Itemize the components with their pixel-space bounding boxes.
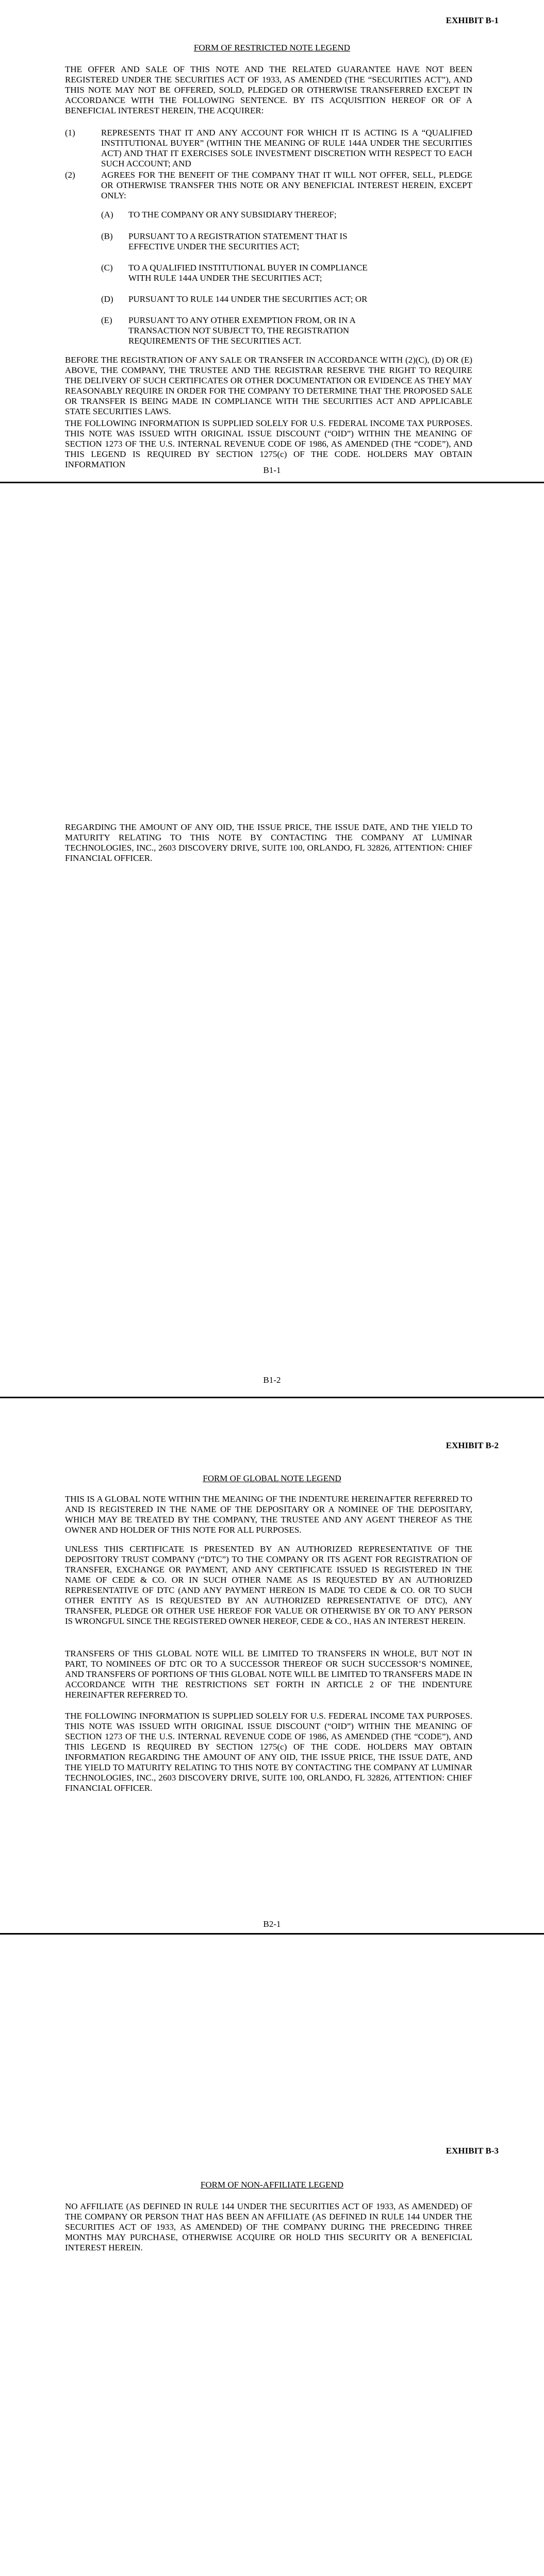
intro-paragraph-b1: THE OFFER AND SALE OF THIS NOTE AND THE RELATED GUARANTEE HAVE NOT BEEN REGISTERED UNDER THE SECURITIES ACT OF 1933, AS AMENDED (THE “SECURITIES ACT”), AND THIS NOTE MAY NOT BE OFFERED, SOLD, PLEDGED OR OTHERWISE TRANSFERRED EXCEPT IN ACCORDANCE WITH THE FOLLOWING SENTENCE. BY ITS ACQUISITION HEREOF OR OF A BENEFICIAL INTEREST HEREIN, THE ACQUIRER: (65, 64, 472, 115)
list-item-text: REPRESENTS THAT IT AND ANY ACCOUNT FOR WHICH IT IS ACTING IS A “QUALIFIED INSTITUTIONAL BUYER” (WITHIN THE MEANING OF RULE 144A UNDER THE SECURITIES ACT) AND THAT IT EXERCISES SOLE INVESTMENT DISCRETION WITH RESPECT TO EACH SUCH ACCOUNT; AND (101, 128, 472, 168)
sub-item-text: PURSUANT TO RULE 144 UNDER THE SECURITIES ACT; OR (128, 294, 368, 304)
paragraph-dtc-b2: UNLESS THIS CERTIFICATE IS PRESENTED BY AN AUTHORIZED REPRESENTATIVE OF THE DEPOSITORY TRUST COMPANY (“DTC”) TO THE COMPANY OR ITS AGENT FOR REGISTRATION OF TRANSFER, EXCHANGE OR PAYMENT, AND ANY CERTIFICATE ISSUED IS REGISTERED IN THE NAME OF CEDE & CO. OR IN SUCH OTHER NAME AS IS REQUESTED BY AN AUTHORIZED REPRESENTATIVE OF DTC (AND ANY PAYMENT HEREON IS MADE TO CEDE & CO. OR TO SUCH OTHER ENTITY AS IS REQUESTED BY AN AUTHORIZED REPRESENTATIVE OF DTC), ANY TRANSFER, PLEDGE OR OTHER USE HEREOF FOR VALUE OR OTHERWISE BY OR TO ANY PERSON IS WRONGFUL SINCE THE REGISTERED OWNER HEREOF, CEDE & CO., HAS AN INTEREST HEREIN. (65, 1544, 472, 1626)
page-break-divider (0, 482, 544, 483)
sub-item-c (101, 263, 369, 283)
list-item-marker: (2) (65, 170, 75, 180)
paragraph-tax-info-b2: THE FOLLOWING INFORMATION IS SUPPLIED SOLELY FOR U.S. FEDERAL INCOME TAX PURPOSES. THIS NOTE WAS ISSUED WITH ORIGINAL ISSUE DISCOUNT (“OID”) WITHIN THE MEANING OF SECTION 1273 OF THE U.S. INTERNAL REVENUE CODE OF 1986, AS AMENDED (THE “CODE”), AND THIS LEGEND IS REQUIRED BY SECTION 1275(c) OF THE CODE. HOLDERS MAY OBTAIN INFORMATION REGARDING THE AMOUNT OF ANY OID, THE ISSUE PRICE, THE ISSUE DATE, AND THE YIELD TO MATURITY RELATING TO THIS NOTE BY CONTACTING THE COMPANY AT LUMINAR TECHNOLOGIES, INC., 2603 DISCOVERY DRIVE, SUITE 100, ORLANDO, FL 32826, ATTENTION: CHIEF FINANCIAL OFFICER. (65, 1711, 472, 1793)
sub-item-d (101, 294, 369, 304)
list-item-2 (65, 170, 472, 201)
sub-item-e (101, 315, 369, 346)
heading-b1: FORM OF RESTRICTED NOTE LEGEND (193, 43, 351, 53)
paragraph-registration-b1: BEFORE THE REGISTRATION OF ANY SALE OR TRANSFER IN ACCORDANCE WITH (2)(C), (D) OR (E) ABOVE, THE COMPANY, THE TRUSTEE AND THE REGISTRAR RESERVE THE RIGHT TO REQUIRE THE DELIVERY OF SUCH CERTIFICATES OR OTHER DOCUMENTATION OR EVIDENCE AS THEY MAY REASONABLY REQUIRE IN ORDER FOR THE COMPANY TO DETERMINE THAT THE PROPOSED SALE OR TRANSFER IS BEING MADE IN COMPLIANCE WITH THE SECURITIES ACT AND APPLICABLE STATE SECURITIES LAWS. (65, 355, 472, 416)
sub-item-b (101, 231, 369, 252)
paragraph-tax-info-b1: THE FOLLOWING INFORMATION IS SUPPLIED SOLELY FOR U.S. FEDERAL INCOME TAX PURPOSES. THIS NOTE WAS ISSUED WITH ORIGINAL ISSUE DISCOUNT (“OID”) WITHIN THE MEANING OF SECTION 1273 OF THE U.S. INTERNAL REVENUE CODE OF 1986, AS AMENDED (THE “CODE”), AND THIS LEGEND IS REQUIRED BY SECTION 1275(c) OF THE CODE. HOLDERS MAY OBTAIN INFORMATION (65, 418, 472, 469)
list-item-1 (65, 128, 472, 169)
sub-item-marker: (E) (101, 315, 112, 325)
sub-item-text: PURSUANT TO A REGISTRATION STATEMENT THAT IS EFFECTIVE UNDER THE SECURITIES ACT; (128, 231, 348, 251)
sub-item-text: TO THE COMPANY OR ANY SUBSIDIARY THEREOF; (128, 210, 337, 219)
sub-item-text: PURSUANT TO ANY OTHER EXEMPTION FROM, OR IN A TRANSACTION NOT SUBJECT TO, THE REGISTRATION REQUIREMENTS OF THE SECURITIES ACT. (128, 315, 356, 346)
paragraph-global-note-b2: THIS IS A GLOBAL NOTE WITHIN THE MEANING OF THE INDENTURE HEREINAFTER REFERRED TO AND IS REGISTERED IN THE NAME OF THE DEPOSITARY OR A NOMINEE OF THE DEPOSITARY, WHICH MAY BE TREATED BY THE COMPANY, THE TRUSTEE AND ANY AGENT THEREOF AS THE OWNER AND HOLDER OF THIS NOTE FOR ALL PURPOSES. (65, 1494, 472, 1535)
exhibit-label-b2: EXHIBIT B-2 (446, 1440, 499, 1450)
sub-item-text: TO A QUALIFIED INSTITUTIONAL BUYER IN COMPLIANCE WITH RULE 144A UNDER THE SECURITIES ACT; (128, 263, 368, 283)
heading-b3: FORM OF NON-AFFILIATE LEGEND (200, 2180, 344, 2190)
list-item-marker: (1) (65, 128, 75, 138)
sub-item-a (101, 210, 369, 220)
paragraph-non-affiliate-b3: NO AFFILIATE (AS DEFINED IN RULE 144 UNDER THE SECURITIES ACT OF 1933, AS AMENDED) OF THE COMPANY OR PERSON THAT HAS BEEN AN AFFILIATE (AS DEFINED IN RULE 144 UNDER THE SECURITIES ACT OF 1933, AS AMENDED) OF THE COMPANY DURING THE PRECEDING THREE MONTHS MAY PURCHASE, OTHERWISE ACQUIRE OR HOLD THIS SECURITY OR A BENEFICIAL INTEREST HEREIN. (65, 2201, 472, 2252)
page-break-divider (0, 1397, 544, 1398)
page-number: B1-2 (263, 1375, 281, 1385)
page-number: B2-1 (263, 1919, 281, 1929)
heading-b2: FORM OF GLOBAL NOTE LEGEND (203, 1473, 341, 1483)
exhibit-label-b3: EXHIBIT B-3 (446, 2146, 499, 2156)
list-item-text: AGREES FOR THE BENEFIT OF THE COMPANY THAT IT WILL NOT OFFER, SELL, PLEDGE OR OTHERWISE TRANSFER THIS NOTE OR ANY BENEFICIAL INTEREST HEREIN, EXCEPT ONLY: (101, 170, 472, 200)
paragraph-regarding-b1: REGARDING THE AMOUNT OF ANY OID, THE ISSUE PRICE, THE ISSUE DATE, AND THE YIELD TO MATURITY RELATING TO THIS NOTE BY CONTACTING THE COMPANY AT LUMINAR TECHNOLOGIES, INC., 2603 DISCOVERY DRIVE, SUITE 100, ORLANDO, FL 32826, ATTENTION: CHIEF FINANCIAL OFFICER. (65, 822, 472, 863)
page-number: B1-1 (263, 465, 281, 475)
sub-item-marker: (A) (101, 210, 113, 219)
page-break-divider (0, 1933, 544, 1935)
sub-item-marker: (D) (101, 294, 113, 304)
exhibit-label-b1: EXHIBIT B-1 (446, 15, 499, 25)
sub-item-marker: (B) (101, 231, 113, 241)
paragraph-transfers-b2: TRANSFERS OF THIS GLOBAL NOTE WILL BE LIMITED TO TRANSFERS IN WHOLE, BUT NOT IN PART, TO NOMINEES OF DTC OR TO A SUCCESSOR THEREOF OR SUCH SUCCESSOR’S NOMINEE, AND TRANSFERS OF PORTIONS OF THIS GLOBAL NOTE WILL BE LIMITED TO TRANSFERS MADE IN ACCORDANCE WITH THE RESTRICTIONS SET FORTH IN ARTICLE 2 OF THE INDENTURE HEREINAFTER REFERRED TO. (65, 1649, 472, 1700)
sub-item-marker: (C) (101, 263, 113, 273)
